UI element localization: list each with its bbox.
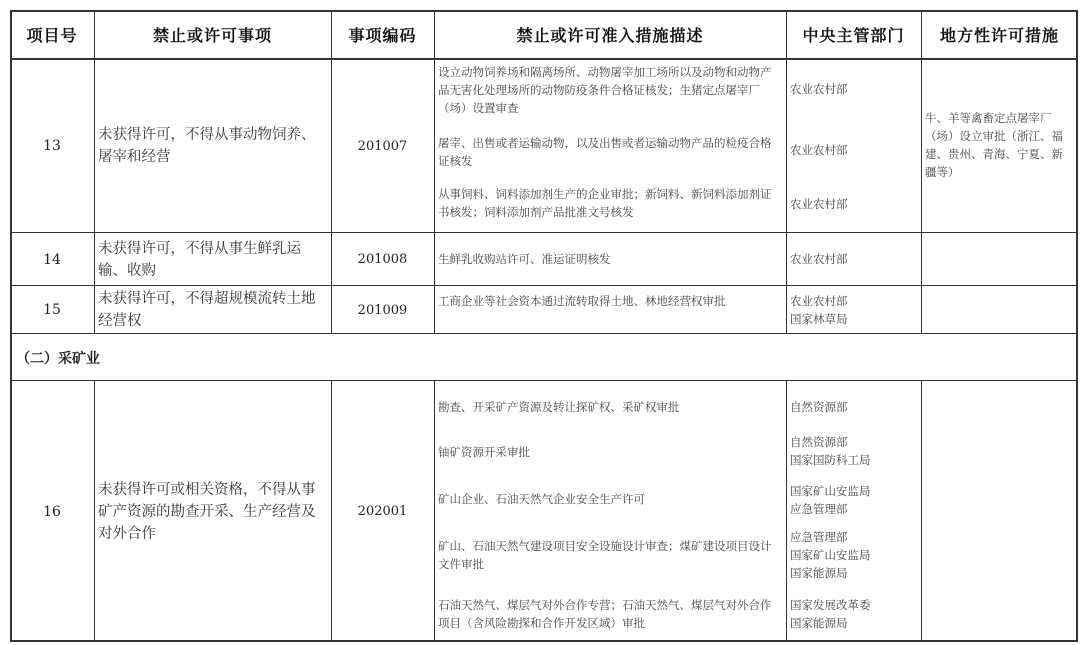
row-16-measure-2: 铀矿资源开采审批 bbox=[438, 445, 530, 459]
row-15-depts bbox=[786, 286, 921, 334]
row-divider bbox=[10, 232, 1078, 233]
row-13-measure-2: 屠宰、出售或者运输动物，以及出售或者运输动物产品的检疫合格证核发 bbox=[438, 136, 772, 168]
row-15-dept-1: 农业农村部 国家林草局 bbox=[790, 294, 848, 326]
row-16-local bbox=[921, 381, 1078, 642]
row-16-measure-3: 矿山企业、石油天然气企业安全生产许可 bbox=[438, 492, 645, 506]
row-16-item: 未获得许可或相关资格，不得从事矿产资源的勘查开采、生产经营及对外合作 bbox=[98, 481, 316, 542]
row-16-dept-5: 国家发展改革委 国家能源局 bbox=[790, 598, 871, 630]
row-13-measure-1: 设立动物饲养场和隔离场所、动物屠宰加工场所以及动物和动物产品无害化处理场所的动物防疫条件合格证核发；生猪定点屠宰厂（场）设置审查 bbox=[438, 65, 772, 115]
row-15-local bbox=[921, 286, 1078, 334]
column-divider bbox=[921, 10, 922, 334]
row-15-measures bbox=[434, 286, 786, 334]
column-divider bbox=[331, 10, 332, 334]
row-16-measure-4: 矿山、石油天然气建设项目安全设施设计审查；煤矿建设项目设计文件审批 bbox=[438, 539, 772, 571]
row-16-measure-1: 勘查、开采矿产资源及转让探矿权、采矿权审批 bbox=[438, 400, 680, 414]
header-code: 事项编码 bbox=[348, 26, 417, 45]
row-13-measures bbox=[434, 59, 786, 233]
section-mining: （二）采矿业 bbox=[16, 350, 100, 367]
row-16-depts bbox=[786, 381, 921, 642]
row-16-measures bbox=[434, 381, 786, 642]
row-16-measure-5: 石油天然气、煤层气对外合作专营；石油天然气、煤层气对外合作项目（含风险勘探和合作开发区域）审批 bbox=[438, 598, 772, 630]
header-item: 禁止或许可事项 bbox=[152, 26, 272, 45]
column-divider bbox=[434, 380, 435, 642]
header-divider bbox=[10, 58, 1078, 60]
column-divider bbox=[786, 10, 787, 334]
table-border-left bbox=[10, 10, 12, 642]
row-16-dept-4: 应急管理部 国家矿山安监局 国家能源局 bbox=[790, 530, 871, 580]
column-divider bbox=[94, 380, 95, 642]
row-divider bbox=[10, 333, 1078, 334]
table-border-bottom bbox=[10, 640, 1078, 642]
row-15-code: 201009 bbox=[357, 302, 408, 318]
row-16-no: 16 bbox=[43, 503, 61, 520]
row-13-measure-3: 从事饲料、饲料添加剂生产的企业审批；新饲料、新饲料添加剂证书核发；饲料添加剂产品批准文号核发 bbox=[438, 187, 772, 219]
header-description: 禁止或许可准入措施描述 bbox=[516, 26, 704, 45]
row-13-no: 13 bbox=[43, 138, 61, 154]
header-item-no: 项目号 bbox=[26, 26, 78, 45]
header-central-dept: 中央主管部门 bbox=[802, 26, 905, 45]
row-15-item: 未获得许可，不得超规模流转土地经营权 bbox=[98, 291, 316, 329]
permit-table bbox=[10, 10, 1078, 642]
row-divider bbox=[10, 285, 1078, 286]
row-16-dept-1: 自然资源部 bbox=[790, 400, 848, 414]
row-14-measure-1: 生鲜乳收购站许可、准运证明核发 bbox=[438, 252, 611, 266]
row-13-local bbox=[921, 59, 1078, 233]
row-15-no: 15 bbox=[43, 302, 61, 318]
row-15-measure-1: 工商企业等社会资本通过流转取得土地、林地经营权审批 bbox=[438, 294, 726, 308]
row-16-dept-3: 国家矿山安监局 应急管理部 bbox=[790, 484, 871, 516]
table-border-right bbox=[1076, 10, 1078, 642]
column-divider bbox=[331, 380, 332, 642]
row-13-dept-1: 农业农村部 bbox=[790, 82, 848, 96]
column-divider bbox=[921, 380, 922, 642]
table-border-top bbox=[10, 10, 1078, 12]
row-14-local bbox=[921, 233, 1078, 286]
row-13-depts bbox=[786, 59, 921, 233]
column-divider bbox=[434, 10, 435, 334]
row-14-no: 14 bbox=[43, 251, 61, 268]
row-divider bbox=[10, 380, 1078, 381]
row-13-local-text: 牛、羊等禽畜定点屠宰厂（场）设立审批（浙江、福建、贵州、青海、宁夏、新疆等） bbox=[925, 111, 1063, 179]
row-13-code: 201007 bbox=[357, 138, 408, 154]
row-13-dept-2: 农业农村部 bbox=[790, 143, 848, 157]
row-14-item: 未获得许可，不得从事生鲜乳运输、收购 bbox=[98, 240, 301, 279]
row-16-code: 202001 bbox=[357, 504, 408, 519]
row-14-code: 201008 bbox=[357, 252, 408, 267]
header-local-measures: 地方性许可措施 bbox=[939, 26, 1059, 45]
row-14-dept-1: 农业农村部 bbox=[790, 252, 848, 266]
column-divider bbox=[786, 380, 787, 642]
row-13-dept-3: 农业农村部 bbox=[790, 197, 848, 211]
row-14-depts bbox=[786, 233, 921, 286]
row-16-dept-2: 自然资源部 国家国防科工局 bbox=[790, 435, 871, 467]
row-13-item: 未获得许可，不得从事动物饲养、屠宰和经营 bbox=[98, 127, 316, 165]
row-14-measures bbox=[434, 233, 786, 286]
column-divider bbox=[94, 10, 95, 334]
